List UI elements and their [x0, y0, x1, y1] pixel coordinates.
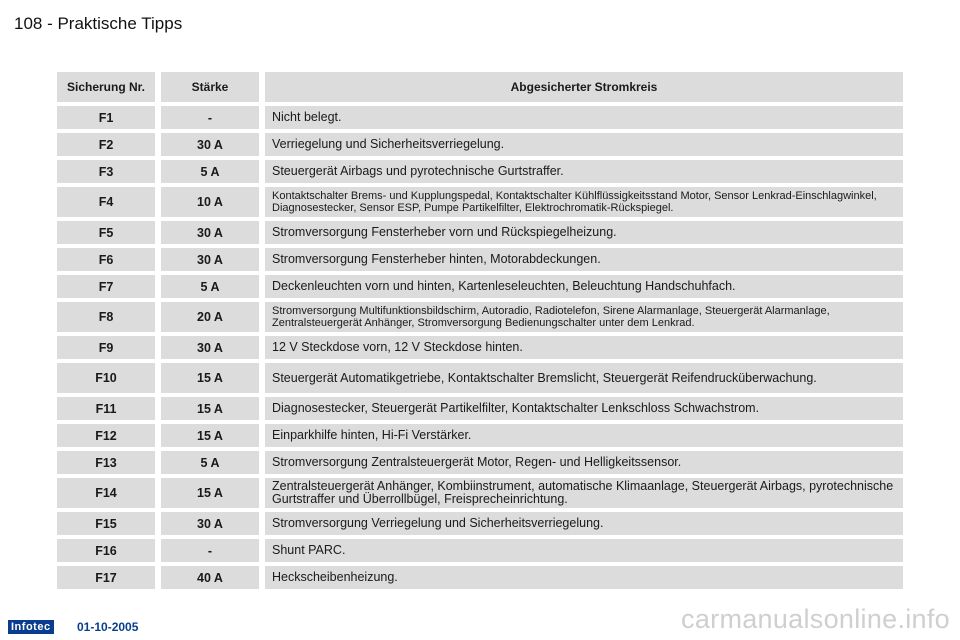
- fuse-number: F11: [57, 397, 155, 420]
- fuse-number: F8: [57, 302, 155, 332]
- fuse-circuit: Nicht belegt.: [265, 106, 903, 129]
- table-row: [57, 302, 903, 332]
- fuse-number: F1: [57, 106, 155, 129]
- table-row: [57, 275, 903, 298]
- fuse-number: F2: [57, 133, 155, 156]
- footer-date: 01-10-2005: [77, 620, 139, 634]
- table-row: [57, 478, 903, 508]
- fuse-rating: 30 A: [161, 512, 259, 535]
- fuse-circuit: Kontaktschalter Brems- und Kupplungspedal, Kontaktschalter Kühlflüssigkeitsstand Motor, Sensor Lenkrad-Einschlagwinkel, Diagnosestecker, Sensor ESP, Pumpe Partikelfilter, Elektrochromatik-Rückspiegel.: [265, 187, 903, 217]
- fuse-rating: 40 A: [161, 566, 259, 589]
- fuse-circuit: Verriegelung und Sicherheitsverriegelung.: [265, 133, 903, 156]
- fuse-number: F9: [57, 336, 155, 359]
- fuse-number: F10: [57, 363, 155, 393]
- fuse-circuit: Stromversorgung Verriegelung und Sicherheitsverriegelung.: [265, 512, 903, 535]
- fuse-number: F7: [57, 275, 155, 298]
- fuse-number: F15: [57, 512, 155, 535]
- fuse-rating: 15 A: [161, 478, 259, 508]
- fuse-rating: 5 A: [161, 275, 259, 298]
- fuse-circuit: Einparkhilfe hinten, Hi-Fi Verstärker.: [265, 424, 903, 447]
- fuse-number: F5: [57, 221, 155, 244]
- fuse-rating: 5 A: [161, 160, 259, 183]
- fuse-rating: -: [161, 539, 259, 562]
- fuse-number: F4: [57, 187, 155, 217]
- fuse-circuit: Stromversorgung Zentralsteuergerät Motor, Regen- und Helligkeitssensor.: [265, 451, 903, 474]
- fuse-circuit: 12 V Steckdose vorn, 12 V Steckdose hinten.: [265, 336, 903, 359]
- fuse-rating: 30 A: [161, 133, 259, 156]
- table-row: [57, 187, 903, 217]
- fuse-rating: -: [161, 106, 259, 129]
- fuse-circuit: Steuergerät Automatikgetriebe, Kontaktschalter Bremslicht, Steuergerät Reifendrucküberwachung.: [265, 363, 903, 393]
- fuse-rating: 30 A: [161, 248, 259, 271]
- fuse-table: [57, 68, 903, 593]
- watermark: carmanualsonline.info: [681, 604, 950, 634]
- table-header-row: [57, 72, 903, 102]
- column-header-rating: Stärke: [161, 72, 259, 102]
- table-row: [57, 566, 903, 589]
- table-row: [57, 133, 903, 156]
- table-row: [57, 424, 903, 447]
- table-row: [57, 336, 903, 359]
- fuse-rating: 15 A: [161, 397, 259, 420]
- fuse-rating: 20 A: [161, 302, 259, 332]
- table-row: [57, 512, 903, 535]
- fuse-circuit: Stromversorgung Fensterheber vorn und Rückspiegelheizung.: [265, 221, 903, 244]
- fuse-number: F12: [57, 424, 155, 447]
- fuse-circuit: Stromversorgung Multifunktionsbildschirm, Autoradio, Radiotelefon, Sirene Alarmanlage, Steuergerät Alarmanlage, Zentralsteuergerät Anhänger, Stromversorgung Bedienungschalter unter dem Lenkrad.: [265, 302, 903, 332]
- fuse-number: F13: [57, 451, 155, 474]
- table-row: [57, 397, 903, 420]
- fuse-circuit: Zentralsteuergerät Anhänger, Kombiinstrument, automatische Klimaanlage, Steuergerät Airbags, pyrotechnische Gurtstraffer und Überrollbügel, Freisprecheinrichtung.: [265, 478, 903, 508]
- table-row: [57, 451, 903, 474]
- page-title: 108 - Praktische Tipps: [14, 14, 183, 33]
- fuse-rating: 30 A: [161, 221, 259, 244]
- fuse-rating: 15 A: [161, 363, 259, 393]
- fuse-circuit: Steuergerät Airbags und pyrotechnische Gurtstraffer.: [265, 160, 903, 183]
- fuse-rating: 10 A: [161, 187, 259, 217]
- fuse-circuit: Diagnosestecker, Steuergerät Partikelfilter, Kontaktschalter Lenkschloss Schwachstrom.: [265, 397, 903, 420]
- fuse-circuit: Heckscheibenheizung.: [265, 566, 903, 589]
- fuse-table-body: [57, 106, 903, 589]
- table-row: [57, 221, 903, 244]
- table-row: [57, 248, 903, 271]
- fuse-circuit: Stromversorgung Fensterheber hinten, Motorabdeckungen.: [265, 248, 903, 271]
- fuse-number: F17: [57, 566, 155, 589]
- table-row: [57, 363, 903, 393]
- fuse-number: F16: [57, 539, 155, 562]
- fuse-circuit: Deckenleuchten vorn und hinten, Kartenleseleuchten, Beleuchtung Handschuhfach.: [265, 275, 903, 298]
- fuse-rating: 30 A: [161, 336, 259, 359]
- table-row: [57, 160, 903, 183]
- infotec-logo: Infotec: [8, 620, 54, 634]
- table-row: [57, 539, 903, 562]
- fuse-rating: 15 A: [161, 424, 259, 447]
- table-row: [57, 106, 903, 129]
- fuse-rating: 5 A: [161, 451, 259, 474]
- fuse-number: F14: [57, 478, 155, 508]
- fuse-circuit: Shunt PARC.: [265, 539, 903, 562]
- fuse-number: F6: [57, 248, 155, 271]
- fuse-number: F3: [57, 160, 155, 183]
- column-header-fuse-number: Sicherung Nr.: [57, 72, 155, 102]
- column-header-circuit: Abgesicherter Stromkreis: [265, 72, 903, 102]
